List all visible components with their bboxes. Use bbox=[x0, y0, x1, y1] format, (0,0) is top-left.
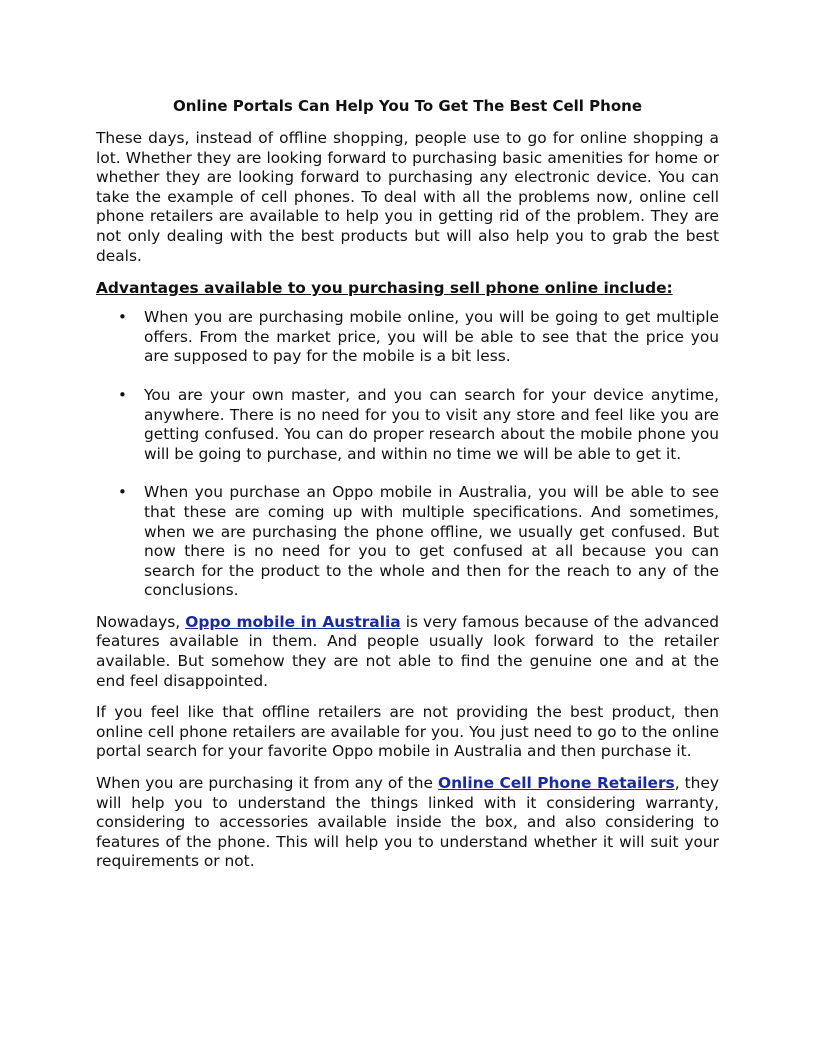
bullet-text: You are your own master, and you can search for your device anytime, anywhere. There is no need for you to visit any store and feel like you are getting confused. You can do proper research about the mobile phone you will be going to purchase, and within no time we will be able to get it. bbox=[144, 385, 719, 463]
intro-paragraph: These days, instead of offline shopping, people use to go for online shopping a lot. Whether they are looking forward to purchasing basic amenities for home or whether they are looking forward to purchasing any electronic device. You can take the example of cell phones. To deal with all the problems now, online cell phone retailers are available to help you in getting rid of the problem. They are not only dealing with the best products but will also help you to grab the best deals. bbox=[96, 129, 719, 265]
oppo-mobile-link[interactable]: Oppo mobile in Australia bbox=[185, 612, 401, 631]
list-item bbox=[96, 386, 719, 464]
list-item bbox=[96, 308, 719, 367]
bullet-icon: • bbox=[118, 385, 127, 404]
bullet-text: When you are purchasing mobile online, you will be going to get multiple offers. From the market price, you will be able to see that the price you are supposed to pay for the mobile is a bit less. bbox=[144, 308, 719, 366]
offline-retailers-paragraph: If you feel like that offline retailers are not providing the best product, then online cell phone retailers are available for you. You just need to go to the online portal search for your favorite Oppo mobile in Australia and then purchase it. bbox=[96, 703, 719, 761]
advantages-heading: Advantages available to you purchasing sell phone online include: bbox=[96, 279, 673, 298]
bullet-icon: • bbox=[118, 483, 127, 502]
retailers-paragraph-rest: , they will help you to understand the things linked with it considering warranty, considering to accessories available inside the box, and also considering to features of the phone. This will help you to understand whether it will suit your requirements or not. bbox=[96, 774, 719, 871]
oppo-paragraph bbox=[96, 613, 719, 691]
list-item bbox=[96, 483, 719, 601]
online-cell-phone-retailers-link[interactable]: Online Cell Phone Retailers bbox=[438, 774, 675, 793]
retailers-paragraph-lead: When you are purchasing it from any of the bbox=[96, 774, 439, 793]
bullet-icon: • bbox=[118, 308, 127, 327]
document-title: Online Portals Can Help You To Get The Best Cell Phone bbox=[172, 97, 642, 115]
document-page bbox=[96, 96, 719, 884]
bullet-text: When you purchase an Oppo mobile in Australia, you will be able to see that these are coming up with multiple specifications. And sometimes, when we are purchasing the phone offline, we usually get confused. But now there is no need for you to get confused at all because you can search for the product to the whole and then for the reach to any of the conclusions. bbox=[144, 483, 719, 600]
oppo-paragraph-rest: is very famous because of the advanced features available in them. And people usually look forward to the retailer available. But somehow they are not able to find the genuine one and at the end feel disappointed. bbox=[96, 612, 720, 690]
advantages-list bbox=[96, 308, 719, 601]
oppo-paragraph-lead: Nowadays, bbox=[96, 612, 186, 631]
retailers-paragraph bbox=[96, 774, 719, 872]
